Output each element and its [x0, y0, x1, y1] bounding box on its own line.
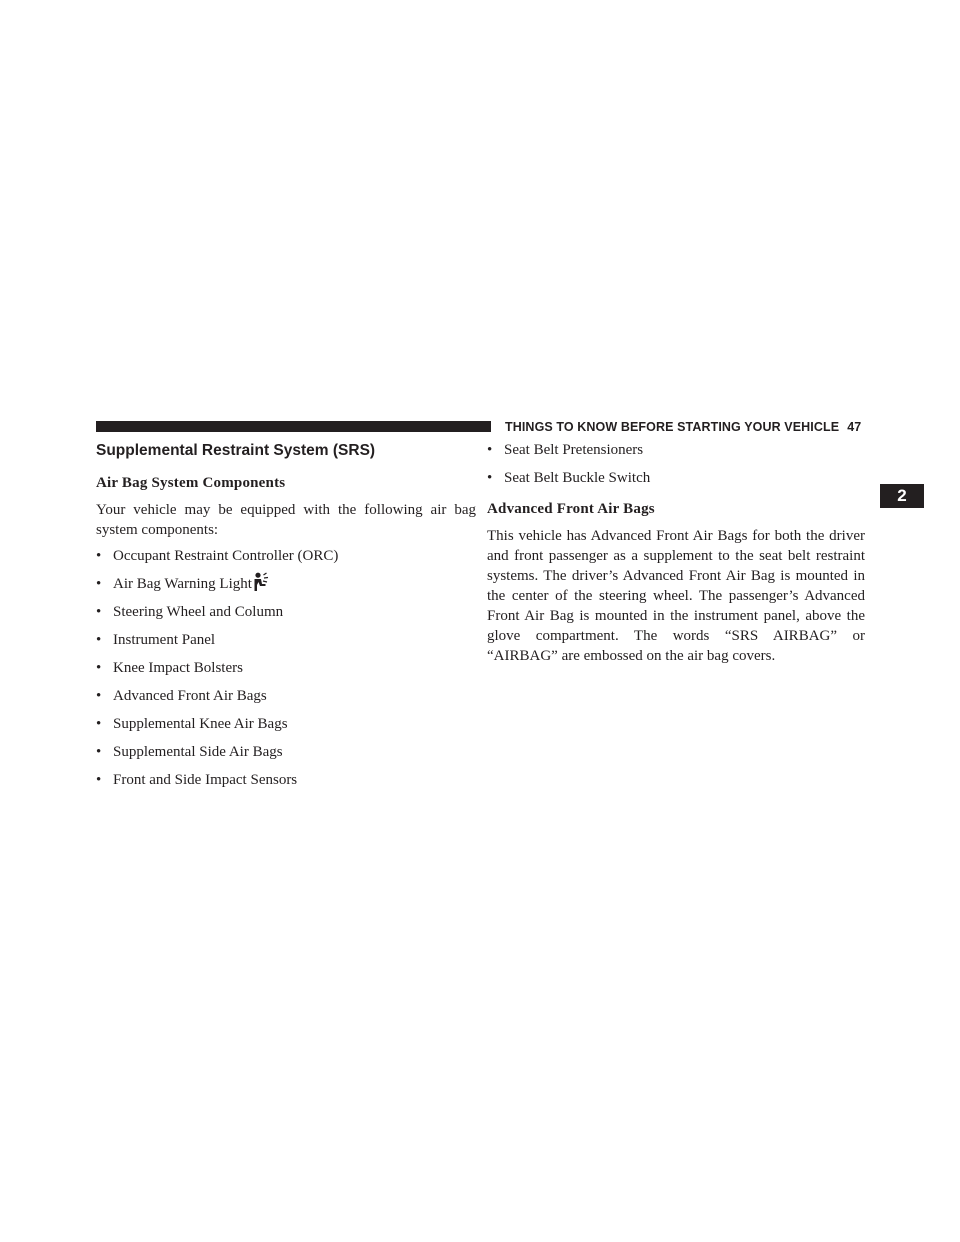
running-header	[505, 418, 865, 436]
list-item-text: Front and Side Impact Sensors	[113, 772, 298, 788]
right-column	[487, 440, 865, 666]
list-item-text: Knee Impact Bolsters	[113, 660, 243, 676]
page-number: 47	[847, 420, 862, 434]
list-item-text: Supplemental Knee Air Bags	[113, 716, 288, 732]
list-item-text: Air Bag Warning Light	[113, 576, 252, 592]
components-list	[96, 546, 476, 798]
advanced-heading: Advanced Front Air Bags	[487, 501, 655, 517]
list-item: • Seat Belt Pretensioners	[487, 442, 644, 458]
list-item-text: Seat Belt Pretensioners	[504, 442, 644, 458]
header-rule	[96, 421, 491, 432]
list-item: • Advanced Front Air Bags	[96, 688, 267, 704]
list-item: • Knee Impact Bolsters	[96, 660, 243, 676]
list-item: • Supplemental Knee Air Bags	[96, 716, 288, 732]
list-item-text: Advanced Front Air Bags	[113, 688, 267, 704]
components-intro: Your vehicle may be equipped with the following air bag system components:	[96, 502, 476, 538]
list-item: • Occupant Restraint Controller (ORC)	[96, 548, 339, 564]
list-item: • Instrument Panel	[96, 632, 216, 648]
section-title: Supplemental Restraint System (SRS)	[96, 442, 376, 459]
list-item-text: Instrument Panel	[113, 632, 216, 648]
list-item-text: Supplemental Side Air Bags	[113, 744, 283, 760]
list-item-text: Seat Belt Buckle Switch	[504, 470, 651, 486]
list-item-text: Steering Wheel and Column	[113, 604, 284, 620]
list-item: • Steering Wheel and Column	[96, 604, 284, 620]
left-column	[96, 440, 476, 798]
running-header-title: THINGS TO KNOW BEFORE STARTING YOUR VEHICLE	[505, 420, 840, 434]
list-item: • Supplemental Side Air Bags	[96, 744, 283, 760]
advanced-body: This vehicle has Advanced Front Air Bags for both the driver and front passenger as a supplement to the seat belt restraint systems. The driver’s Advanced Front Air Bag is mounted in the center of the steering wheel. The passenger’s Advanced Front Air Bag is mounted in the instrument panel, above the glove compartment. The words “SRS AIRBAG” or “AIRBAG” are embossed on the air bag covers.	[487, 528, 865, 664]
chapter-tab[interactable]: 2	[880, 484, 924, 508]
list-item: • Air Bag Warning Light	[96, 574, 476, 602]
airbag-warning-icon	[252, 572, 269, 598]
components-list-continued	[487, 440, 865, 496]
list-item: • Front and Side Impact Sensors	[96, 772, 298, 788]
list-item-text: Occupant Restraint Controller (ORC)	[113, 548, 339, 564]
components-heading: Air Bag System Components	[96, 475, 286, 491]
list-item: • Seat Belt Buckle Switch	[487, 470, 651, 486]
